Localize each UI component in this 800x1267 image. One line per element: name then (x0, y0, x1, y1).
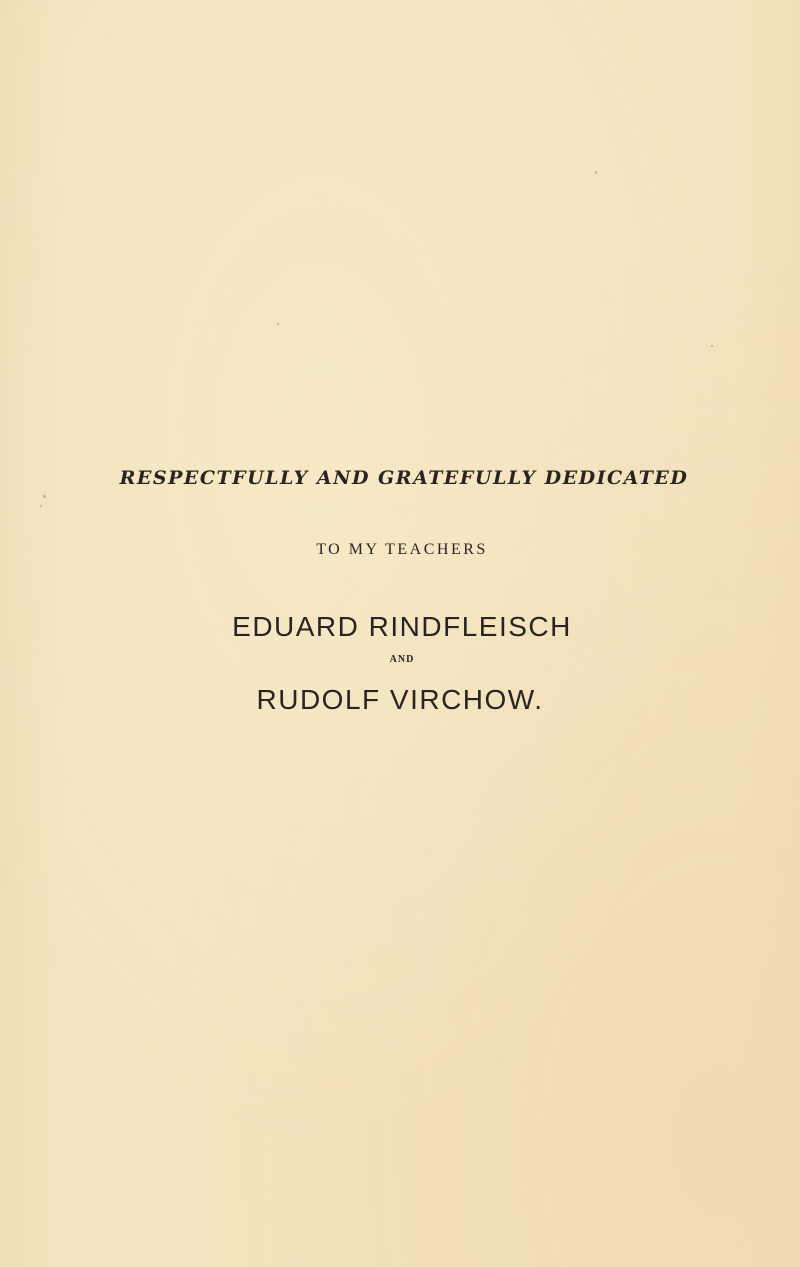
paper-speck (595, 171, 597, 174)
paper-speck (711, 345, 713, 347)
paper-speck (277, 323, 279, 325)
to-teachers-line: TO MY TEACHERS (316, 541, 488, 558)
dedication-line: RESPECTFULLY AND GRATEFULLY DEDICATED (119, 467, 689, 489)
conjunction-and: AND (389, 654, 415, 665)
second-teacher-name: RUDOLF VIRCHOW. (256, 684, 544, 715)
first-teacher-name: EDUARD RINDFLEISCH (232, 611, 572, 642)
paper-speck (43, 495, 46, 498)
paper-speck (40, 505, 42, 507)
